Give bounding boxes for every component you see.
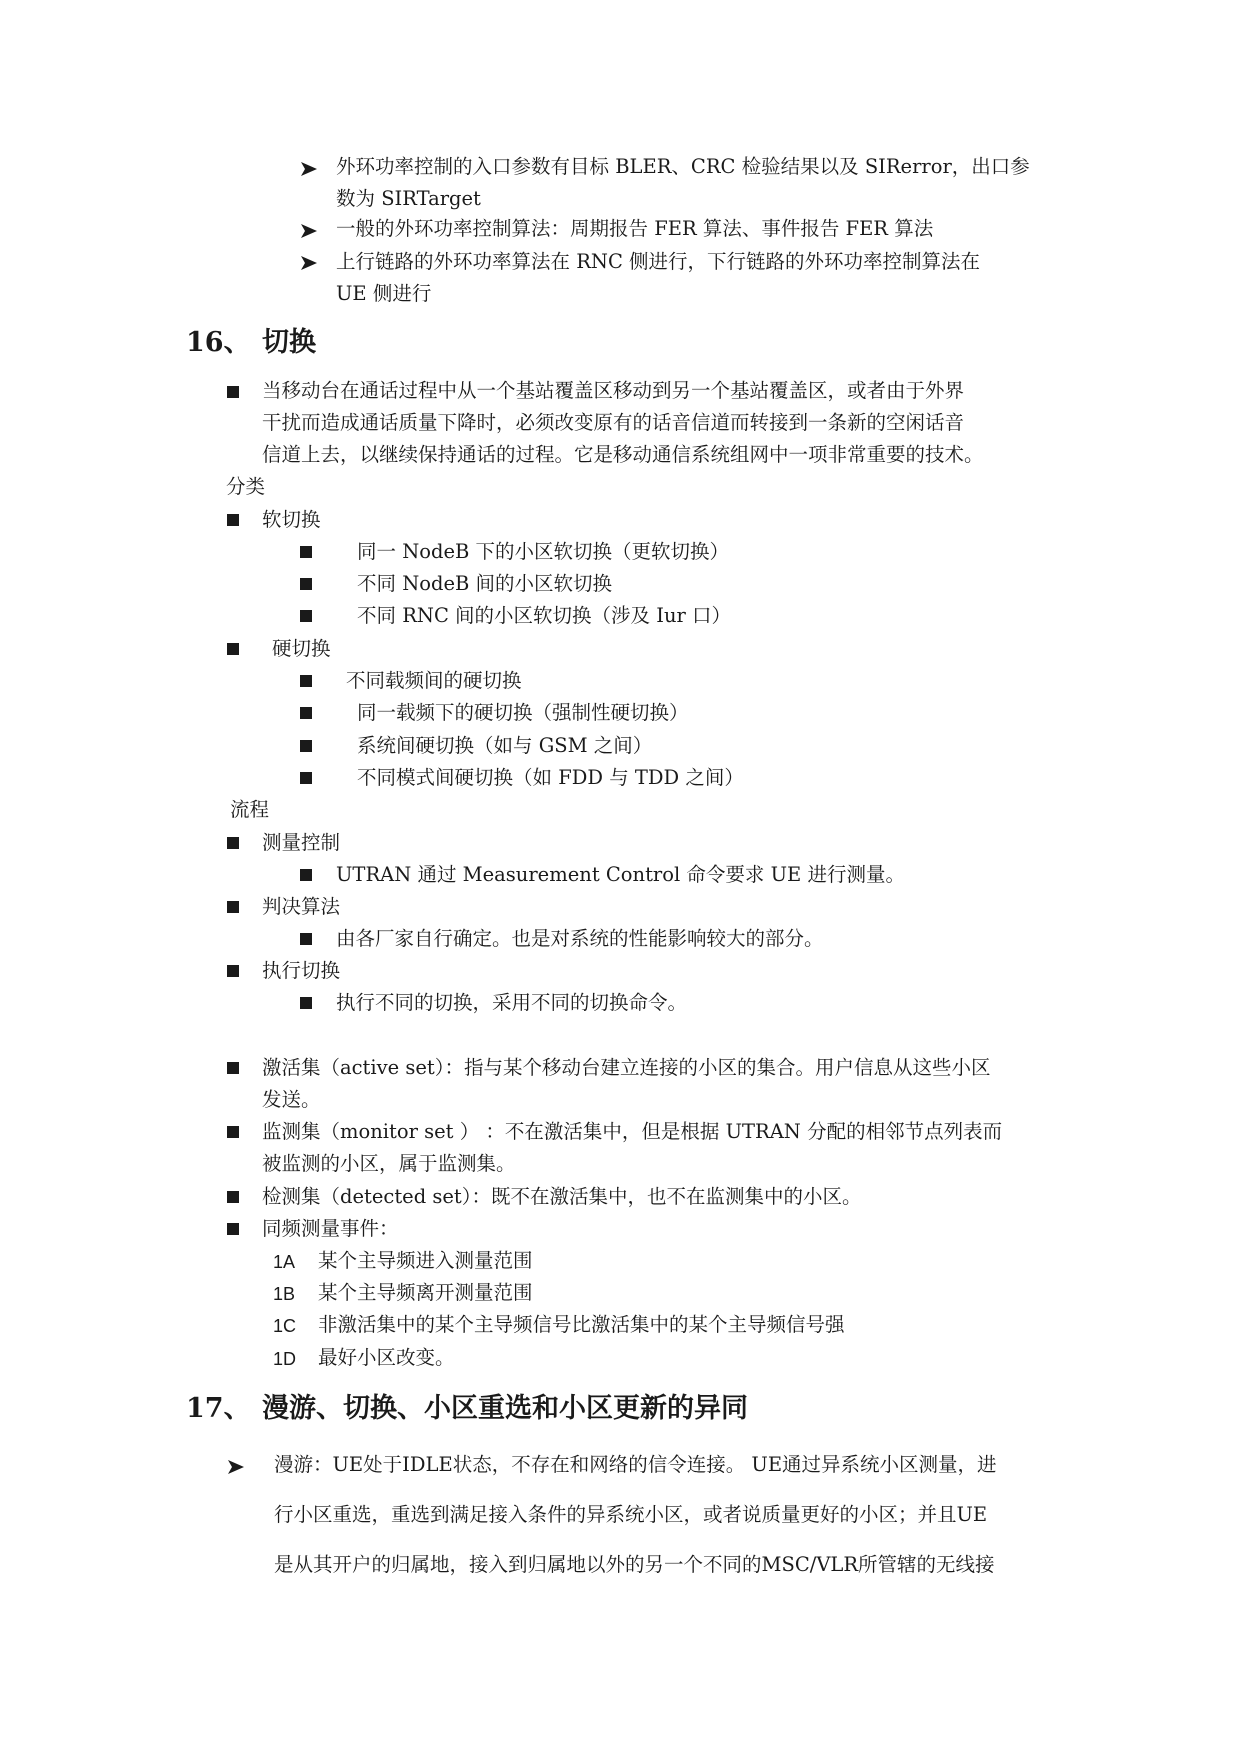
text-line: 同频测量事件： [262, 1217, 399, 1240]
section-number: 16、 [186, 327, 251, 358]
text-line: 外环功率控制的入口参数有目标 BLER、CRC 检验结果以及 SIRerror，出口参 [336, 155, 1030, 178]
list-item: 硬切换 [272, 637, 331, 660]
text-line: UE 侧进行 [336, 282, 432, 305]
text-line: 是从其开户的归属地，接入到归属地以外的另一个不同的MSC/VLR所管辖的无线接 [274, 1553, 995, 1576]
list-item: 测量控制 [262, 831, 341, 854]
square-bullet-icon [300, 546, 312, 558]
event-text: 非激活集中的某个主导频信号比激活集中的某个主导频信号强 [318, 1313, 845, 1336]
square-bullet-icon [300, 578, 312, 590]
section-title: 漫游、切换、小区重选和小区更新的异同 [262, 1393, 748, 1424]
arrow-bullet-icon [227, 1458, 245, 1476]
list-item: 同一 NodeB 下的小区软切换（更软切换） [357, 540, 730, 563]
square-bullet-icon [227, 1191, 239, 1203]
list-item: 执行不同的切换，采用不同的切换命令。 [336, 991, 688, 1014]
text-line: 一般的外环功率控制算法：周期报告 FER 算法、事件报告 FER 算法 [336, 217, 934, 240]
square-bullet-icon [227, 1223, 239, 1235]
square-bullet-icon [227, 643, 239, 655]
list-item: UTRAN 通过 Measurement Control 命令要求 UE 进行测量。 [336, 863, 905, 886]
text-line: 发送。 [262, 1088, 321, 1111]
event-code: 1A [273, 1252, 296, 1272]
event-code: 1C [273, 1316, 297, 1336]
event-text: 最好小区改变。 [318, 1346, 455, 1369]
square-bullet-icon [227, 901, 239, 913]
square-bullet-icon [227, 514, 239, 526]
square-bullet-icon [227, 386, 239, 398]
event-text: 某个主导频进入测量范围 [318, 1249, 533, 1272]
text-line: 信道上去，以继续保持通话的过程。它是移动通信系统组网中一项非常重要的技术。 [262, 443, 984, 466]
list-item: 不同载频间的硬切换 [346, 669, 522, 692]
square-bullet-icon [300, 869, 312, 881]
square-bullet-icon [300, 675, 312, 687]
square-bullet-icon [300, 997, 312, 1009]
square-bullet-icon [300, 707, 312, 719]
text-line: 检测集（detected set）：既不在激活集中，也不在监测集中的小区。 [262, 1185, 862, 1208]
event-text: 某个主导频离开测量范围 [318, 1281, 533, 1304]
text-line: 激活集（active set）：指与某个移动台建立连接的小区的集合。用户信息从这些小区 [262, 1056, 991, 1079]
event-code: 1B [273, 1284, 296, 1304]
text-line: 数为 SIRTarget [336, 187, 481, 210]
square-bullet-icon [227, 965, 239, 977]
text-line: 被监测的小区，属于监测集。 [262, 1152, 516, 1175]
square-bullet-icon [300, 610, 312, 622]
arrow-bullet-icon [300, 254, 318, 272]
text-line: 当移动台在通话过程中从一个基站覆盖区移动到另一个基站覆盖区，或者由于外界 [262, 379, 965, 402]
arrow-bullet-icon [300, 222, 318, 240]
section-number: 17、 [186, 1393, 251, 1424]
square-bullet-icon [300, 933, 312, 945]
list-item: 不同模式间硬切换（如 FDD 与 TDD 之间） [357, 766, 744, 789]
event-code: 1D [273, 1349, 297, 1369]
list-item: 判决算法 [262, 895, 341, 918]
text-line: 行小区重选，重选到满足接入条件的异系统小区，或者说质量更好的小区；并且UE [274, 1503, 988, 1526]
arrow-bullet-icon [300, 160, 318, 178]
list-item: 由各厂家自行确定。也是对系统的性能影响较大的部分。 [336, 927, 824, 950]
category-label: 分类 [226, 475, 266, 498]
square-bullet-icon [227, 837, 239, 849]
list-item: 不同 RNC 间的小区软切换（涉及 Iur 口） [357, 604, 732, 627]
text-line: 上行链路的外环功率算法在 RNC 侧进行，下行链路的外环功率控制算法在 [336, 250, 981, 273]
list-item: 软切换 [262, 508, 321, 531]
process-label: 流程 [230, 798, 270, 821]
list-item: 执行切换 [262, 959, 341, 982]
square-bullet-icon [227, 1062, 239, 1074]
square-bullet-icon [300, 772, 312, 784]
square-bullet-icon [227, 1126, 239, 1138]
text-line: 监测集（monitor set ） ：不在激活集中，但是根据 UTRAN 分配的相邻节点列表而 [262, 1120, 1003, 1143]
section-title: 切换 [262, 327, 316, 358]
list-item: 不同 NodeB 间的小区软切换 [357, 572, 613, 595]
text-line: 漫游：UE处于IDLE状态，不存在和网络的信令连接。 UE通过异系统小区测量，进 [274, 1453, 997, 1476]
text-line: 干扰而造成通话质量下降时，必须改变原有的话音信道而转接到一条新的空闲话音 [262, 411, 965, 434]
list-item: 同一载频下的硬切换（强制性硬切换） [357, 701, 689, 724]
square-bullet-icon [300, 740, 312, 752]
list-item: 系统间硬切换（如与 GSM 之间） [357, 734, 653, 757]
